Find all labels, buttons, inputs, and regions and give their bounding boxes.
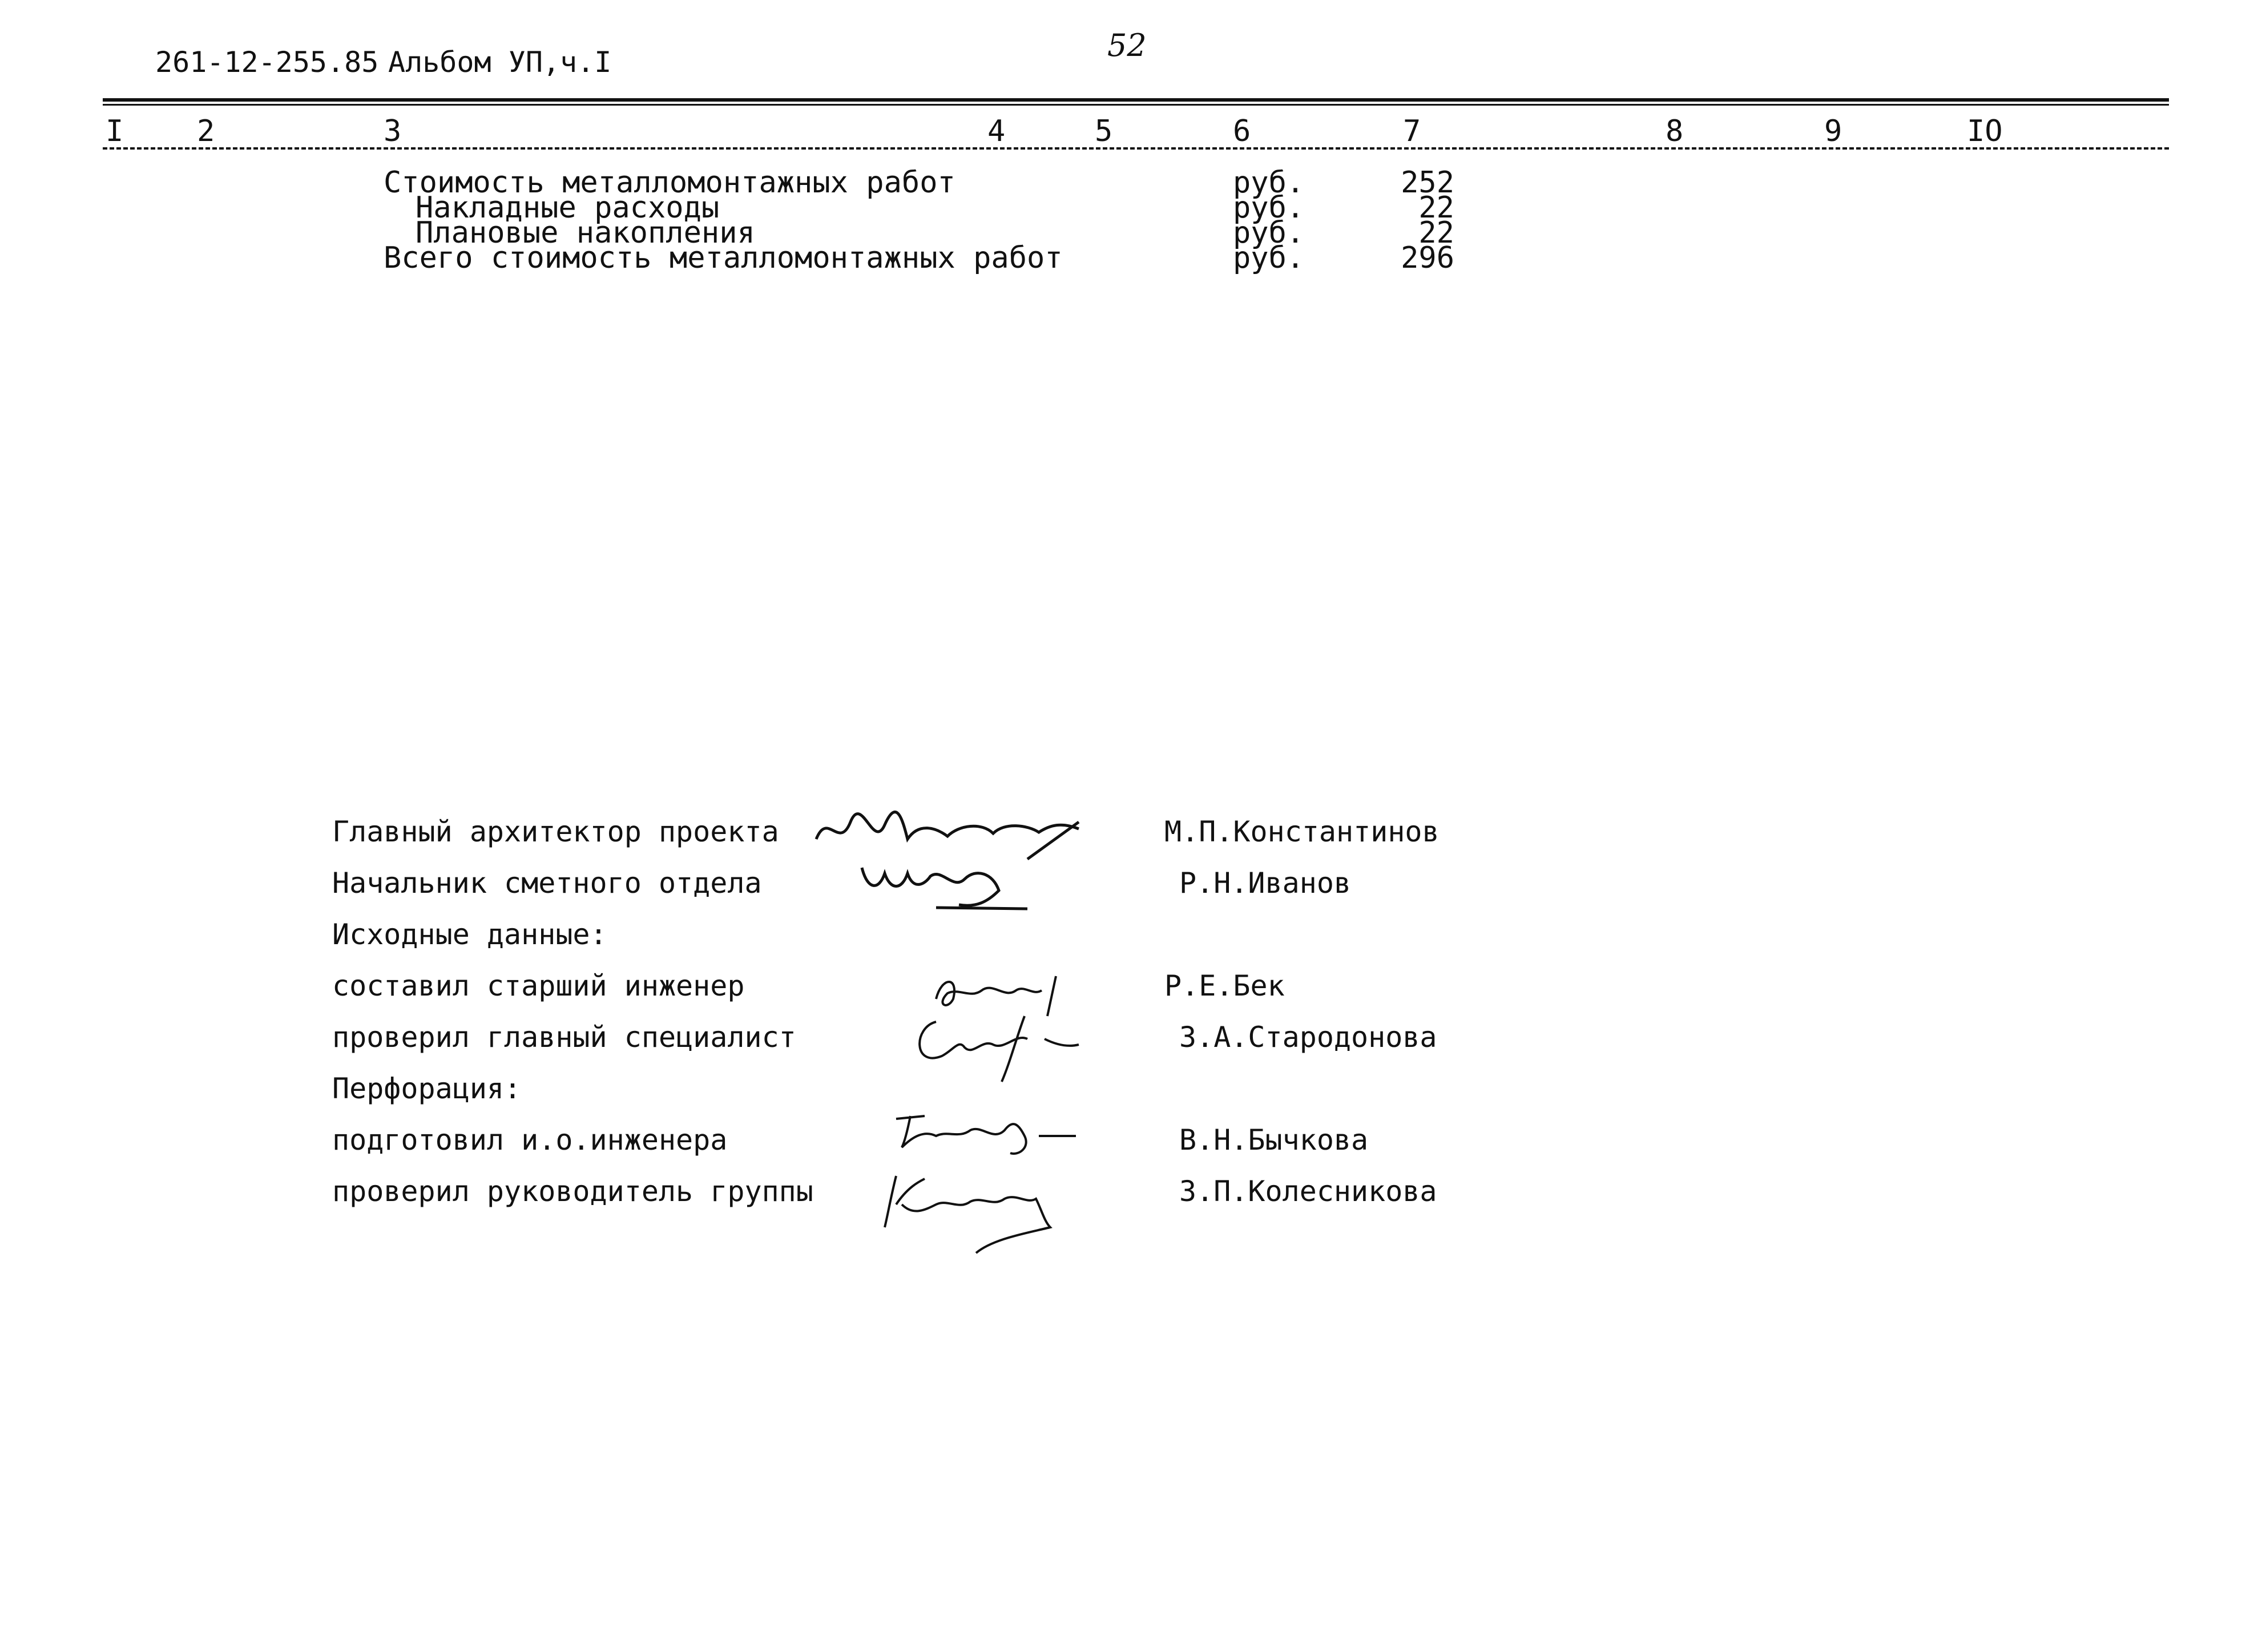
signature-role-chief-specialist: проверил главный специалист: [332, 1021, 796, 1054]
table-header-rule: [103, 147, 2169, 150]
signature-name-estimates-head: Р.Н.Иванов: [1179, 867, 1352, 900]
signature-role-perforation: Перфорация:: [332, 1072, 522, 1105]
col-1: I: [106, 114, 124, 148]
album-label: Альбом УП,ч.I: [388, 46, 612, 79]
signature-name-group-leader: З.П.Колесникова: [1179, 1175, 1437, 1208]
col-3: 3: [384, 114, 402, 148]
signature-role-estimates-head: Начальник сметного отдела: [332, 867, 762, 900]
handwritten-signature-estimates-head: [856, 856, 1039, 919]
table-top-rule: [103, 98, 2169, 102]
row-unit-planned-savings: руб.: [1233, 216, 1305, 250]
signature-name-chief-architect: М.П.Константинов: [1164, 815, 1440, 848]
row-label-overhead: Накладные расходы: [416, 191, 720, 225]
row-unit-total: руб.: [1233, 241, 1305, 275]
handwritten-signature-chief-specialist: [902, 1005, 1084, 1085]
signature-role-senior-engineer: составил старший инженер: [332, 969, 745, 1002]
row-value-metal-cost: 252: [1401, 166, 1454, 200]
col-4: 4: [987, 114, 1006, 148]
row-label-total: Всего стоимость металломонтажных работ: [384, 241, 1063, 275]
row-unit-metal-cost: руб.: [1233, 166, 1305, 200]
col-8: 8: [1666, 114, 1684, 148]
row-value-overhead: 22: [1418, 191, 1454, 225]
row-value-planned-savings: 22: [1418, 216, 1454, 250]
col-6: 6: [1233, 114, 1251, 148]
signature-name-acting-engineer: В.Н.Бычкова: [1179, 1123, 1369, 1157]
signature-name-chief-specialist: З.А.Стародонова: [1179, 1021, 1437, 1054]
page-number: 52: [1107, 27, 1147, 63]
col-9: 9: [1824, 114, 1842, 148]
signature-name-senior-engineer: Р.Е.Бек: [1164, 969, 1285, 1002]
row-value-total: 296: [1401, 241, 1454, 275]
table-top-rule-2: [103, 104, 2169, 106]
row-label-planned-savings: Плановые накопления: [416, 216, 755, 250]
handwritten-signature-group-leader: [879, 1153, 1067, 1256]
doc-code: 261-12-255.85: [155, 46, 379, 79]
col-2: 2: [197, 114, 215, 148]
signature-role-chief-architect: Главный архитектор проекта: [332, 815, 779, 848]
col-5: 5: [1095, 114, 1113, 148]
row-label-metal-cost: Стоимость металломонтажных работ: [384, 166, 955, 200]
col-7: 7: [1403, 114, 1421, 148]
signature-role-source-data: Исходные данные:: [332, 918, 607, 951]
signature-role-group-leader: проверил руководитель группы: [332, 1175, 813, 1208]
signature-role-acting-engineer: подготовил и.о.инженера: [332, 1123, 728, 1157]
col-10: IO: [1967, 114, 2003, 148]
row-unit-overhead: руб.: [1233, 191, 1305, 225]
